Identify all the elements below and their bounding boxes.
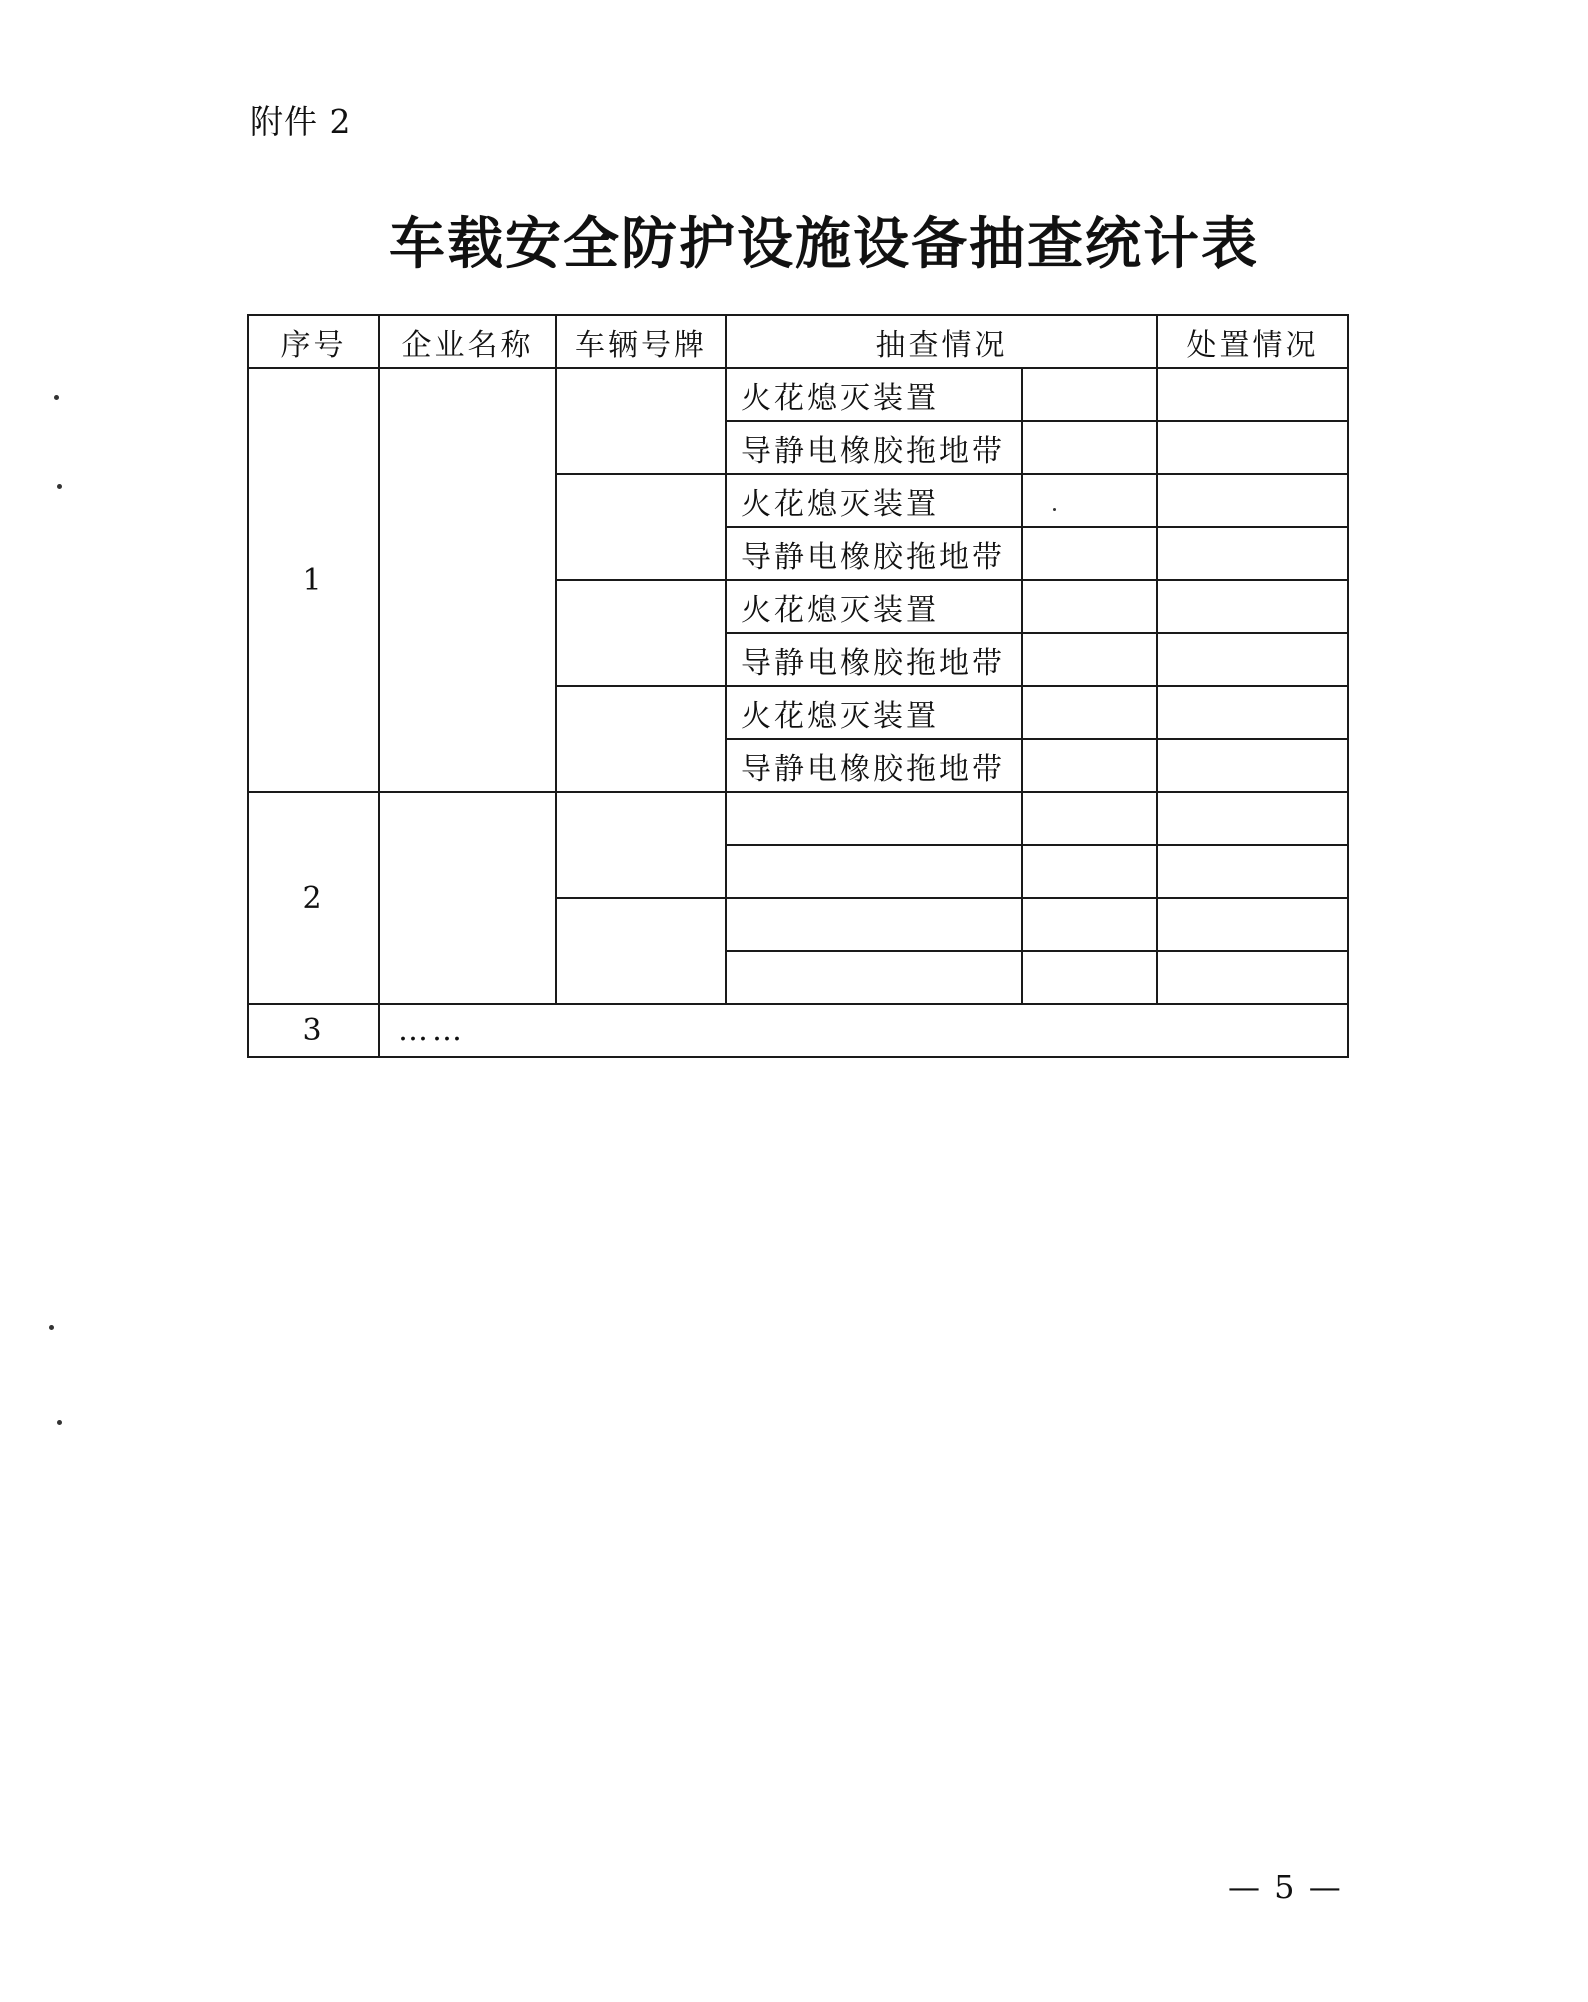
continuation-cell: …… [379,1004,1348,1057]
result-cell [1022,474,1157,527]
result-cell [1022,686,1157,739]
plate-cell [556,686,726,792]
row-index-3: 3 [248,1004,379,1057]
disposal-cell [1157,739,1348,792]
plate-cell [556,474,726,580]
result-cell [1022,898,1157,951]
scan-speck [49,1325,54,1330]
header-inspection: 抽查情况 [726,315,1157,368]
row-index-1: 1 [248,368,379,792]
disposal-cell [1157,792,1348,845]
inspection-statistics-table [247,314,1349,1058]
result-cell [1022,951,1157,1004]
plate-cell [556,580,726,686]
disposal-cell [1157,368,1348,421]
scan-speck [57,1420,62,1425]
scan-speck [1053,508,1056,511]
disposal-cell [1157,580,1348,633]
result-cell [1022,580,1157,633]
item-spark-arrester: 火花熄灭装置 [726,368,1022,421]
item-spark-arrester: 火花熄灭装置 [726,474,1022,527]
item-cell [726,898,1022,951]
result-cell [1022,368,1157,421]
scan-speck [57,484,62,489]
header-index: 序号 [248,315,379,368]
company-cell [379,368,556,792]
plate-cell [556,898,726,1004]
disposal-cell [1157,686,1348,739]
item-spark-arrester: 火花熄灭装置 [726,580,1022,633]
item-antistatic-strap: 导静电橡胶拖地带 [726,633,1022,686]
table-row [248,792,1348,845]
result-cell [1022,739,1157,792]
disposal-cell [1157,951,1348,1004]
plate-cell [556,792,726,898]
result-cell [1022,633,1157,686]
plate-cell [556,368,726,474]
table-row [248,1004,1348,1057]
item-cell [726,845,1022,898]
disposal-cell [1157,527,1348,580]
attachment-label: 附件 2 [250,102,352,141]
result-cell [1022,845,1157,898]
item-spark-arrester: 火花熄灭装置 [726,686,1022,739]
table-row [248,368,1348,421]
disposal-cell [1157,898,1348,951]
row-index-2: 2 [248,792,379,1004]
header-disposal: 处置情况 [1157,315,1348,368]
result-cell [1022,527,1157,580]
disposal-cell [1157,421,1348,474]
result-cell [1022,792,1157,845]
scan-speck [54,395,59,400]
item-antistatic-strap: 导静电橡胶拖地带 [726,421,1022,474]
page-number: — 5 — [1228,1868,1343,1906]
item-antistatic-strap: 导静电橡胶拖地带 [726,527,1022,580]
company-cell [379,792,556,1004]
disposal-cell [1157,633,1348,686]
header-company: 企业名称 [379,315,556,368]
item-cell [726,951,1022,1004]
page-title: 车载安全防护设施设备抽查统计表 [389,212,1259,277]
header-plate: 车辆号牌 [556,315,726,368]
table-header-row [248,315,1348,368]
disposal-cell [1157,474,1348,527]
disposal-cell [1157,845,1348,898]
item-cell [726,792,1022,845]
item-antistatic-strap: 导静电橡胶拖地带 [726,739,1022,792]
result-cell [1022,421,1157,474]
